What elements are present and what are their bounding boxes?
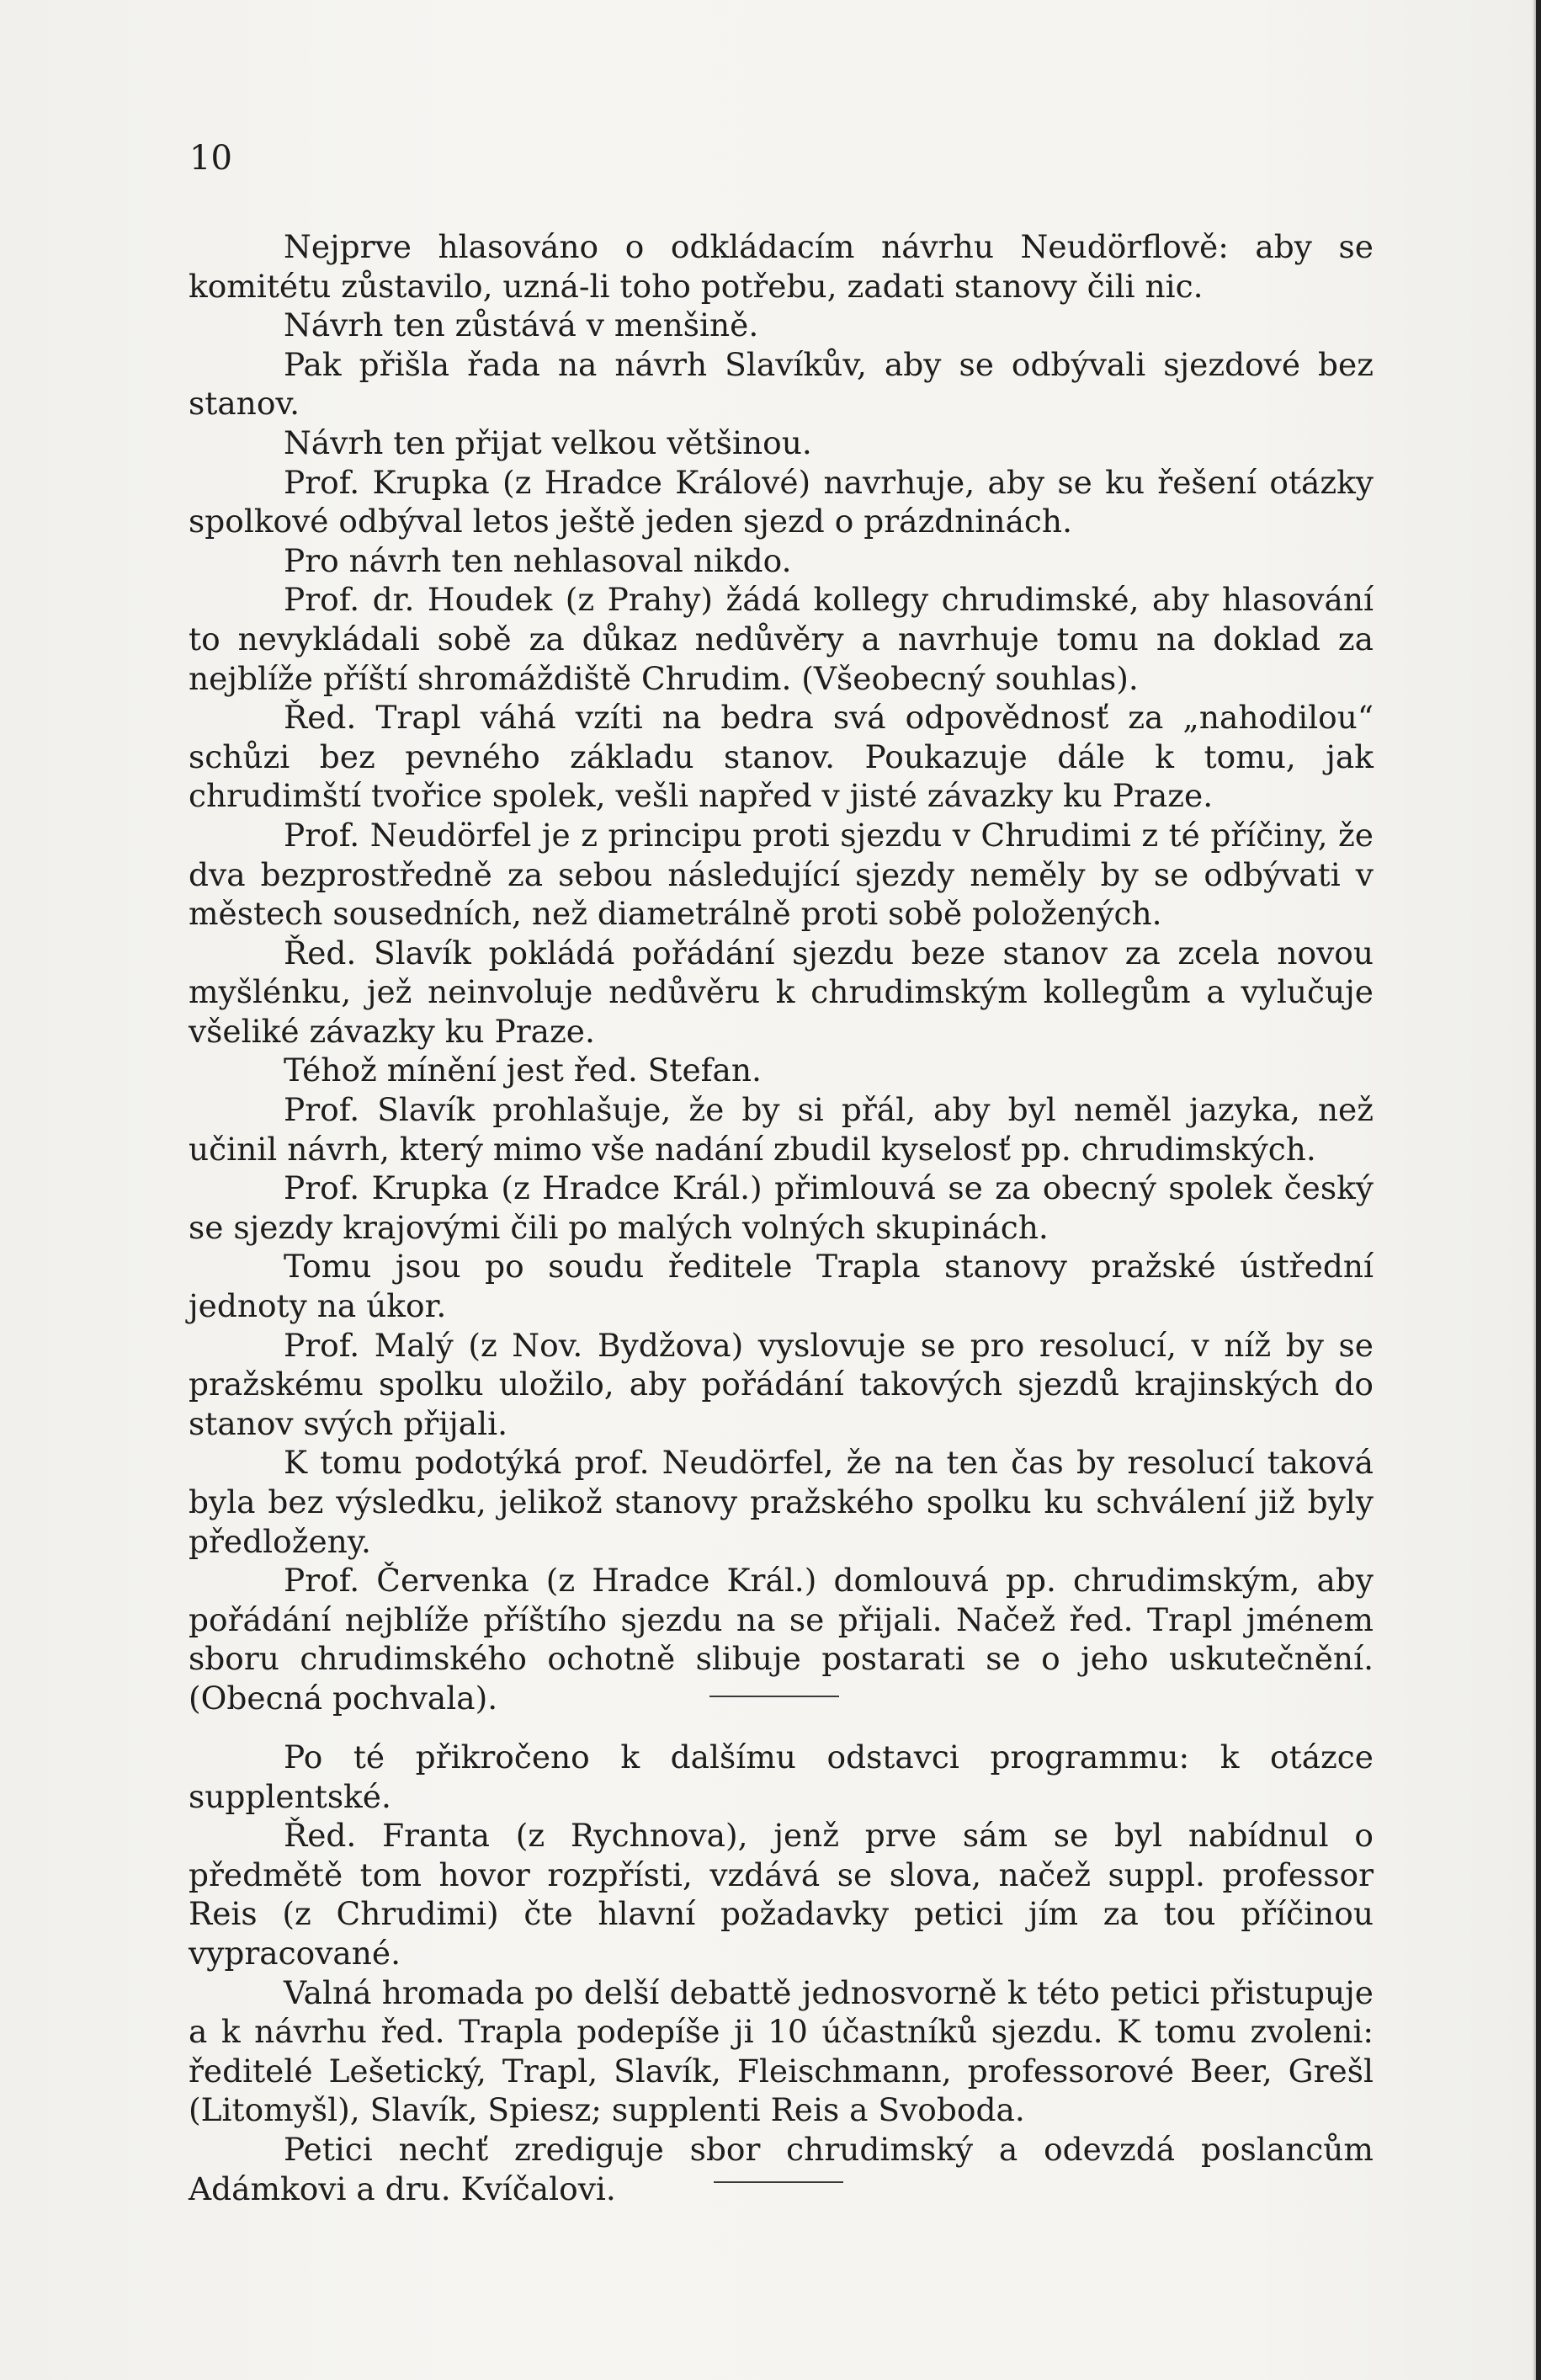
section-divider: [709, 1696, 839, 1697]
page-edge: [1536, 0, 1541, 2380]
minutes-section-1: [189, 227, 1374, 1718]
paragraph: Nejprve hlasováno o odkládacím návrhu Neudörflově: aby se komitétu zůstavilo, uzná-li toho potřebu, zadati stanovy čili nic.: [189, 228, 1374, 305]
end-divider: [714, 2181, 843, 2183]
paragraph: Téhož mínění jest řed. Stefan.: [284, 1052, 762, 1089]
paragraph: Řed. Franta (z Rychnova), jenž prve sám se byl nabídnul o předmětě tom hovor rozpřísti, vzdává se slova, načež suppl. professor Reis (z Chrudimi) čte hlavní požadavky petici jím za tou příčinou vypracované.: [189, 1817, 1374, 1972]
paragraph: Po té přikročeno k dalšímu odstavci programmu: k otázce supplentské.: [189, 1738, 1374, 1815]
paragraph: Tomu jsou po soudu ředitele Trapla stanovy pražské ústřední jednoty na úkor.: [189, 1248, 1374, 1325]
paragraph: Návrh ten přijat velkou většinou.: [284, 423, 812, 461]
paragraph: Prof. dr. Houdek (z Prahy) žádá kollegy chrudimské, aby hlasování to nevykládali sobě za důkaz nedůvěry a navrhuje tomu na doklad za nejblíže příští shromáždiště Chrudim. (Všeobecný souhlas).: [189, 581, 1374, 697]
paragraph: Návrh ten zůstává v menšině.: [284, 306, 759, 344]
paragraph: Pak přišla řada na návrh Slavíkův, aby se odbývali sjezdové bez stanov.: [189, 345, 1374, 423]
paragraph: Prof. Krupka (z Hradce Král.) přimlouvá se za obecný spolek český se sjezdy krajovými čili po malých volných skupinách.: [189, 1169, 1374, 1246]
paragraph: Řed. Slavík pokládá pořádání sjezdu beze stanov za zcela novou myšlénku, jež neinvoluje nedůvěru k chrudimským kollegům a vylučuje všeliké závazky ku Praze.: [189, 934, 1374, 1050]
paragraph: Prof. Červenka (z Hradce Král.) domlouvá pp. chrudimským, aby pořádání nejblíže příštího sjezdu na se přijali. Načež řed. Trapl jménem sboru chrudimského ochotně slibuje postarati se o jeho uskutečnění. (Obecná pochvala).: [189, 1562, 1374, 1717]
paragraph: K tomu podotýká prof. Neudörfel, že na ten čas by resolucí taková byla bez výsledku, jelikož stanovy pražského spolku ku schválení již byly předloženy.: [189, 1444, 1374, 1560]
paragraph: Pro návrh ten nehlasoval nikdo.: [284, 541, 792, 579]
page-number: 10: [189, 139, 232, 178]
paragraph: Petici nechť zrediguje sbor chrudimský a odevzdá poslancům Adámkovi a dru. Kvíčalovi.: [189, 2130, 1374, 2207]
paragraph: Prof. Neudörfel je z principu proti sjezdu v Chrudimi z té příčiny, že dva bezprostředně za sebou následující sjezdy neměly by se odbývati v městech sousedních, než diametrálně proti sobě položených.: [189, 816, 1374, 933]
minutes-section-2: [189, 1738, 1374, 2208]
paragraph: Prof. Slavík prohlašuje, že by si přál, aby byl neměl jazyka, než učinil návrh, který mimo vše nadání zbudil kyselosť pp. chrudimských.: [189, 1091, 1374, 1168]
paragraph: Prof. Malý (z Nov. Bydžova) vyslovuje se pro resolucí, v níž by se pražskému spolku uložilo, aby pořádání takových sjezdů krajinských do stanov svých přijali.: [189, 1326, 1374, 1442]
paragraph: Řed. Trapl váhá vzíti na bedra svá odpovědnosť za „nahodilou“ schůzi bez pevného základu stanov. Poukazuje dále k tomu, jak chrudimští tvořice spolek, vešli napřed v jisté závazky ku Praze.: [189, 699, 1374, 815]
paragraph: Valná hromada po delší debattě jednosvorně k této petici přistupuje a k návrhu řed. Trapla podepíše ji 10 účastníků sjezdu. K tomu zvoleni: ředitelé Lešetický, Trapl, Slavík, Fleischmann, professorové Beer, Grešl (Litomyšl), Slavík, Spiesz; supplenti Reis a Svoboda.: [189, 1973, 1374, 2129]
paragraph: Prof. Krupka (z Hradce Králové) navrhuje, aby se ku řešení otázky spolkové odbýval letos ještě jeden sjezd o prázdninách.: [189, 463, 1374, 540]
